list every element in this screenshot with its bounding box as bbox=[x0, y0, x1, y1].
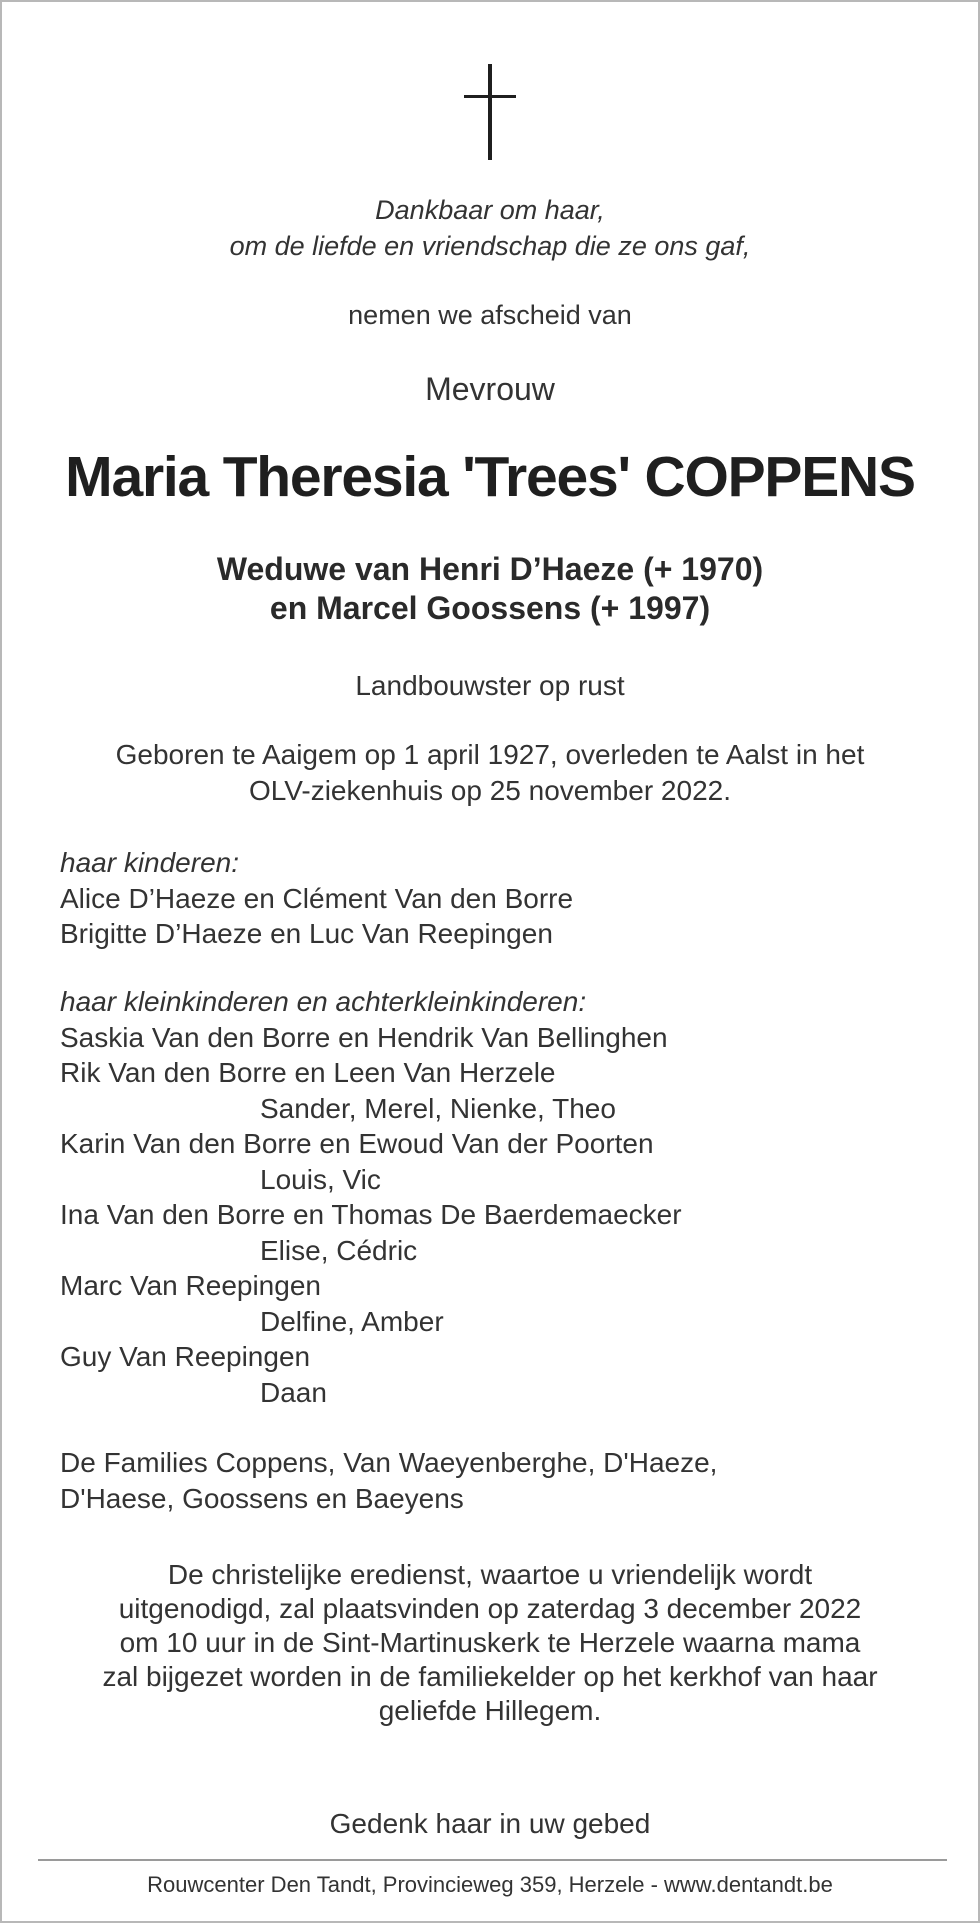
service-line: uitgenodigd, zal plaatsvinden op zaterdag 3 december 2022 bbox=[118, 1593, 862, 1624]
motto-line: om de liefde en vriendschap die ze ons gaf, bbox=[229, 231, 751, 261]
list-item: Saskia Van den Borre en Hendrik Van Bellinghen bbox=[60, 1021, 668, 1053]
footer-text: Rouwcenter Den Tandt, Provincieweg 359, Herzele - www.dentandt.be bbox=[147, 1872, 833, 1897]
service-info bbox=[2, 1558, 978, 1728]
occupation: Landbouwster op rust bbox=[355, 670, 625, 701]
list-item-sub: Elise, Cédric bbox=[260, 1234, 418, 1266]
service-line: zal bijgezet worden in de familiekelder op het kerkhof van haar bbox=[102, 1661, 878, 1692]
cross-icon bbox=[464, 64, 516, 160]
list-item: Marc Van Reepingen bbox=[60, 1270, 321, 1301]
footer-divider bbox=[38, 1859, 947, 1861]
list-item: Guy Van Reepingen bbox=[60, 1341, 311, 1372]
grandchildren-list bbox=[60, 984, 940, 1410]
list-item: Alice D’Haeze en Clément Van den Borre bbox=[60, 882, 574, 914]
service-line: geliefde Hillegem. bbox=[378, 1695, 602, 1726]
list-item-sub: Daan bbox=[260, 1376, 327, 1408]
intro-text: nemen we afscheid van bbox=[348, 300, 632, 330]
widow-line: en Marcel Goossens (+ 1997) bbox=[269, 590, 711, 626]
widow-of bbox=[2, 550, 978, 628]
list-item: D'Haese, Goossens en Baeyens bbox=[60, 1482, 464, 1514]
list-item: Rik Van den Borre en Leen Van Herzele bbox=[60, 1057, 556, 1088]
service-line: De christelijke eredienst, waartoe u vriendelijk wordt bbox=[167, 1559, 813, 1590]
families-list bbox=[60, 1445, 940, 1516]
list-item: Brigitte D’Haeze en Luc Van Reepingen bbox=[60, 918, 553, 949]
deceased-name: Maria Theresia 'Trees' COPPENS bbox=[65, 445, 915, 509]
children-list bbox=[60, 845, 940, 952]
service-line: om 10 uur in de Sint-Martinuskerk te Herzele waarna mama bbox=[119, 1627, 861, 1658]
grandchildren-heading: haar kleinkinderen en achterkleinkinderen: bbox=[60, 986, 587, 1017]
motto-line: Dankbaar om haar, bbox=[375, 195, 605, 225]
list-item: Karin Van den Borre en Ewoud Van der Poorten bbox=[60, 1128, 654, 1159]
list-item: Ina Van den Borre en Thomas De Baerdemaecker bbox=[60, 1199, 682, 1230]
prayer-text: Gedenk haar in uw gebed bbox=[329, 1808, 651, 1839]
motto bbox=[2, 192, 978, 264]
honorific: Mevrouw bbox=[425, 371, 555, 407]
birth-death-line: OLV-ziekenhuis op 25 november 2022. bbox=[248, 775, 731, 806]
list-item-sub: Delfine, Amber bbox=[260, 1305, 444, 1337]
birth-death-info bbox=[2, 737, 978, 809]
children-heading: haar kinderen: bbox=[60, 847, 240, 878]
birth-death-line: Geboren te Aaigem op 1 april 1927, overleden te Aalst in het bbox=[115, 739, 865, 770]
widow-line: Weduwe van Henri D’Haeze (+ 1970) bbox=[216, 551, 764, 587]
list-item: De Families Coppens, Van Waeyenberghe, D'Haeze, bbox=[60, 1447, 718, 1478]
list-item-sub: Louis, Vic bbox=[260, 1163, 381, 1195]
list-item-sub: Sander, Merel, Nienke, Theo bbox=[260, 1092, 616, 1124]
